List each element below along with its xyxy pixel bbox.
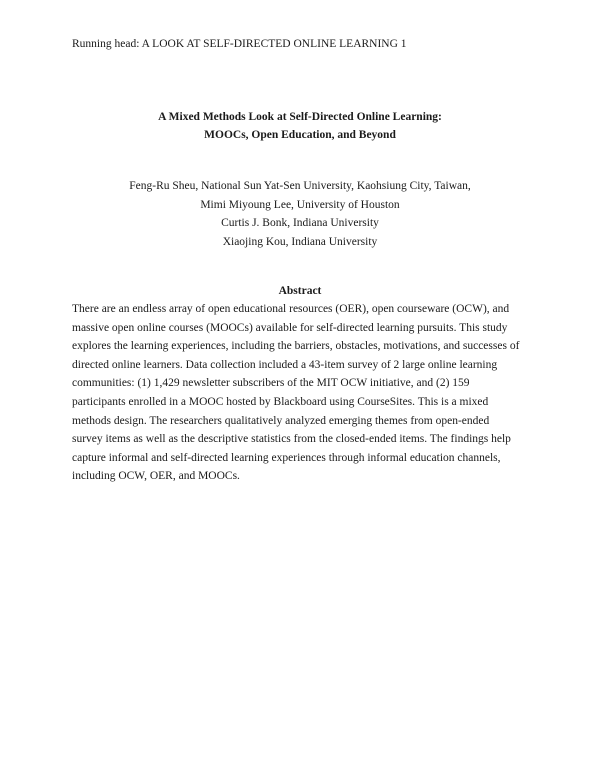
abstract-line: communities: (1) 1,429 newsletter subscribers of the MIT OCW initiative, and (2) 159	[72, 377, 470, 390]
abstract-line: participants enrolled in a MOOC hosted by Blackboard using CourseSites. This is a mixed	[72, 395, 489, 408]
running-head: Running head: A LOOK AT SELF-DIRECTED ONLINE LEARNING 1	[72, 38, 407, 50]
abstract-line: massive open online courses (MOOCs) available for self-directed learning pursuits. This study	[72, 321, 508, 334]
paper-title	[0, 108, 600, 144]
abstract-line: including OCW, OER, and MOOCs.	[72, 470, 240, 483]
author-line: Feng-Ru Sheu, National Sun Yat-Sen University, Kaohsiung City, Taiwan,	[129, 180, 471, 192]
author-line: Curtis J. Bonk, Indiana University	[221, 217, 379, 229]
abstract-body	[72, 300, 542, 486]
title-line-1: A Mixed Methods Look at Self-Directed Online Learning:	[158, 111, 442, 123]
title-line-2: MOOCs, Open Education, and Beyond	[204, 129, 396, 141]
abstract-line: methods design. The researchers qualitatively analyzed emerging themes from open-ended	[72, 414, 490, 427]
abstract-line: survey items as well as the descriptive statistics from the closed-ended items. The findings help	[72, 433, 511, 446]
abstract-line: explores the learning experiences, including the barriers, obstacles, motivations, and successes of	[72, 340, 520, 353]
author-line: Xiaojing Kou, Indiana University	[222, 235, 378, 248]
abstract-line: capture informal and self-directed learning experiences through informal education channels,	[72, 451, 501, 464]
author-line: Mimi Miyoung Lee, University of Houston	[200, 198, 400, 211]
author-list	[0, 177, 600, 251]
abstract-heading: Abstract	[278, 285, 322, 297]
abstract-line: directed online learners. Data collection included a 43-item survey of 2 large online learning	[72, 358, 498, 371]
abstract-line: There are an endless array of open educational resources (OER), open courseware (OCW), and	[72, 303, 510, 315]
